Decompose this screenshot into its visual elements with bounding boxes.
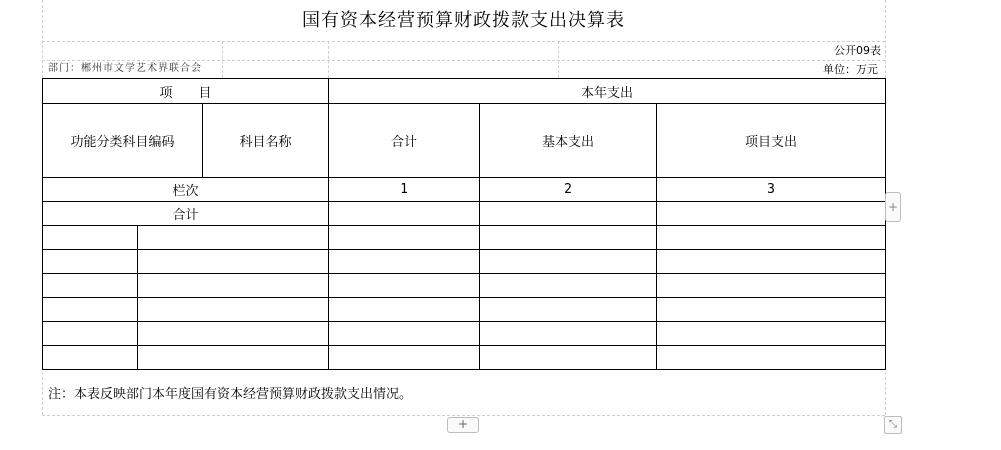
table-row xyxy=(43,226,886,250)
header-current-year: 本年支出 xyxy=(329,79,886,104)
row-index-2: 2 xyxy=(480,178,657,202)
table-cell[interactable] xyxy=(138,250,329,274)
table-cell[interactable] xyxy=(480,202,657,226)
table-cell[interactable] xyxy=(657,274,886,298)
table-cell[interactable] xyxy=(329,274,480,298)
table-cell[interactable] xyxy=(329,322,480,346)
table-row xyxy=(43,274,886,298)
table-cell[interactable] xyxy=(480,274,657,298)
table-number: 公开09表 xyxy=(834,44,881,57)
table-cell[interactable] xyxy=(43,250,138,274)
table-cell[interactable] xyxy=(138,226,329,250)
table-row xyxy=(43,322,886,346)
column-header-basic: 基本支出 xyxy=(480,104,657,178)
table-cell[interactable] xyxy=(43,346,138,370)
row-index-3: 3 xyxy=(657,178,886,202)
department-label: 部门：郴州市文学艺术界联合会 xyxy=(48,63,202,74)
table-cell[interactable] xyxy=(657,346,886,370)
table-cell[interactable] xyxy=(43,226,138,250)
gridline xyxy=(42,41,885,42)
table-cell[interactable] xyxy=(43,322,138,346)
add-column-button[interactable]: + xyxy=(885,192,901,222)
gridline xyxy=(558,41,559,78)
row-index-label: 栏次 xyxy=(43,178,329,202)
resize-handle-icon[interactable]: ⤡ xyxy=(884,416,902,434)
table-cell[interactable] xyxy=(480,322,657,346)
footnote: 注：本表反映部门本年度国有资本经营预算财政拨款支出情况。 xyxy=(48,387,413,402)
gridline xyxy=(328,41,329,78)
budget-table xyxy=(42,78,886,370)
table-cell[interactable] xyxy=(329,298,480,322)
table-cell[interactable] xyxy=(138,346,329,370)
report-title: 国有资本经营预算财政拨款支出决算表 xyxy=(302,10,625,31)
table-row xyxy=(43,298,886,322)
table-cell[interactable] xyxy=(480,346,657,370)
table-cell[interactable] xyxy=(329,202,480,226)
column-header-total: 合计 xyxy=(329,104,480,178)
row-total-label: 合计 xyxy=(43,202,329,226)
column-header-name: 科目名称 xyxy=(203,104,329,178)
table-cell[interactable] xyxy=(138,274,329,298)
table-cell[interactable] xyxy=(329,250,480,274)
table-cell[interactable] xyxy=(43,298,138,322)
column-header-code: 功能分类科目编码 xyxy=(43,104,203,178)
table-cell[interactable] xyxy=(480,298,657,322)
table-cell[interactable] xyxy=(329,346,480,370)
table-cell[interactable] xyxy=(138,298,329,322)
add-row-button[interactable]: + xyxy=(447,417,479,433)
table-cell[interactable] xyxy=(480,226,657,250)
table-cell[interactable] xyxy=(657,250,886,274)
table-cell[interactable] xyxy=(480,250,657,274)
row-index-1: 1 xyxy=(329,178,480,202)
table-cell[interactable] xyxy=(657,322,886,346)
table-cell[interactable] xyxy=(43,274,138,298)
table-cell[interactable] xyxy=(657,226,886,250)
table-cell[interactable] xyxy=(138,322,329,346)
gridline xyxy=(222,41,223,78)
unit-label: 单位：万元 xyxy=(823,63,878,76)
gridline xyxy=(42,60,885,61)
table-cell[interactable] xyxy=(657,298,886,322)
table-cell[interactable] xyxy=(329,226,480,250)
gridline xyxy=(42,415,885,416)
header-item: 项 目 xyxy=(43,79,329,104)
table-row xyxy=(43,346,886,370)
table-cell[interactable] xyxy=(657,202,886,226)
column-header-project: 项目支出 xyxy=(657,104,886,178)
table-row xyxy=(43,250,886,274)
